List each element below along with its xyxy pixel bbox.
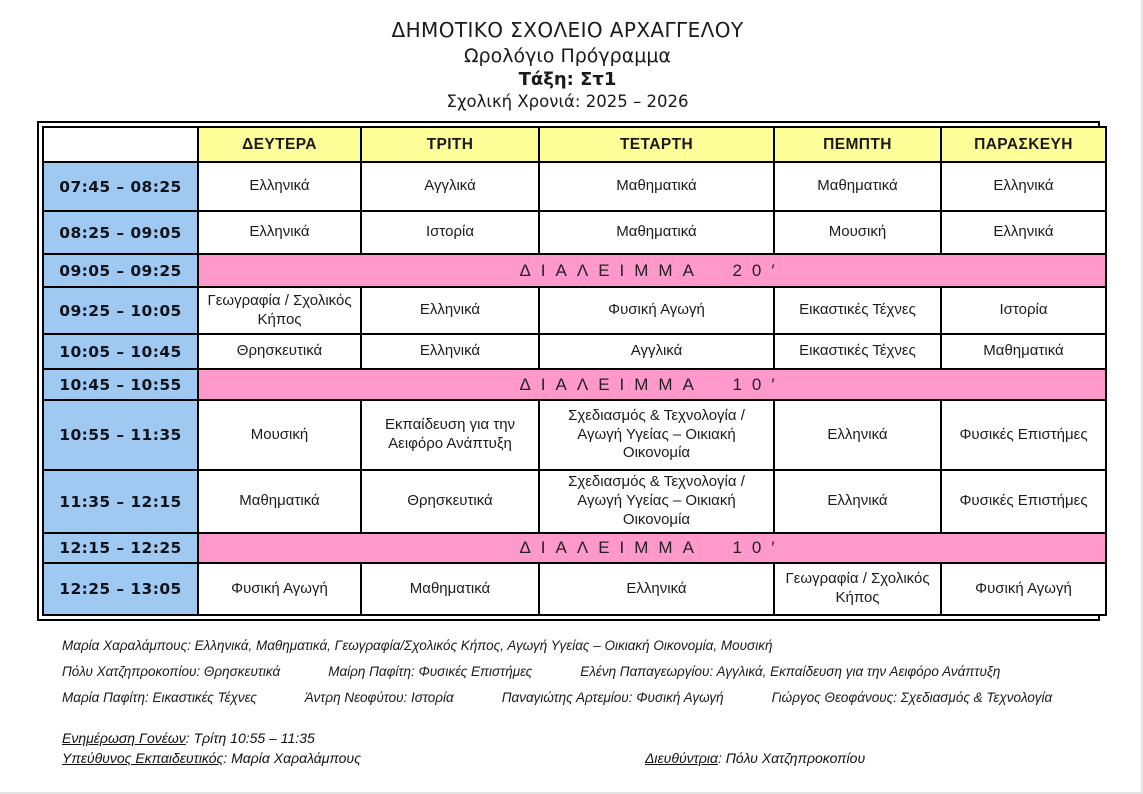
subject-cell: Ελληνικά [361, 334, 539, 369]
subject-cell: Φυσικές Επιστήμες [941, 400, 1106, 470]
class-label: Τάξη: Στ1 [518, 69, 617, 90]
subject-cell: Ελληνικά [941, 162, 1106, 211]
parents-update-value: : Τρίτη 10:55 – 11:35 [185, 730, 315, 746]
teacher-assignment: Μαρία Χαραλάμπους: Ελληνικά, Μαθηματικά, Γεωγραφία/Σχολικός Κήπος, Αγωγή Υγείας – Οικιακή Οικονομία, Μουσική [62, 638, 773, 653]
subject-cell: Θρησκευτικά [361, 470, 539, 533]
teacher-line [62, 690, 1121, 705]
timetable-row [43, 254, 1106, 287]
responsible-teacher-line [62, 748, 1121, 768]
principal-value: : Πόλυ Χατζηπροκοπίου [718, 750, 866, 767]
parents-update-label: Ενημέρωση Γονέων [62, 730, 186, 746]
time-cell: 10:45 – 10:55 [43, 369, 198, 400]
subject-cell: Ελληνικά [198, 211, 361, 254]
subject-cell: Ιστορία [361, 211, 539, 254]
subject-cell: Ελληνικά [539, 563, 774, 615]
time-cell: 10:05 – 10:45 [43, 334, 198, 369]
subject-cell: Φυσική Αγωγή [941, 563, 1106, 615]
time-cell: 10:55 – 11:35 [43, 400, 198, 470]
subject-cell: Θρησκευτικά [198, 334, 361, 369]
subject-cell: Ελληνικά [774, 400, 941, 470]
time-cell: 09:05 – 09:25 [43, 254, 198, 287]
teacher-line [62, 638, 1121, 653]
day-header: ΔΕΥΤΕΡΑ [198, 127, 361, 162]
timetable-header-row [43, 127, 1106, 162]
break-cell: ΔΙΑΛΕΙΜΜΑ 10′ [198, 369, 1106, 400]
document-header [37, 18, 1098, 111]
timetable-row [43, 563, 1106, 615]
parents-update-line [62, 728, 1121, 748]
subject-cell: Ελληνικά [774, 470, 941, 533]
footer-notes [62, 728, 1121, 769]
timetable-row [43, 287, 1106, 334]
subject-cell: Φυσική Αγωγή [198, 563, 361, 615]
timetable [42, 126, 1107, 616]
subject-cell: Γεωγραφία / Σχολικός Κήπος [774, 563, 941, 615]
principal-line [645, 748, 865, 768]
corner-cell [43, 127, 198, 162]
subject-cell: Φυσικές Επιστήμες [941, 470, 1106, 533]
day-header: ΤΕΤΑΡΤΗ [539, 127, 774, 162]
time-cell: 11:35 – 12:15 [43, 470, 198, 533]
subject-cell: Εικαστικές Τέχνες [774, 287, 941, 334]
teacher-assignments [62, 638, 1121, 705]
subject-cell: Εκπαίδευση για την Αειφόρο Ανάπτυξη [361, 400, 539, 470]
break-cell: ΔΙΑΛΕΙΜΜΑ 20′ [198, 254, 1106, 287]
subject-cell: Μουσική [198, 400, 361, 470]
teacher-assignment: Άντρη Νεοφύτου: Ιστορία [304, 690, 454, 705]
timetable-row [43, 533, 1106, 563]
subject-cell: Μαθηματικά [774, 162, 941, 211]
responsible-teacher-label: Υπεύθυνος Εκπαιδευτικός [62, 750, 224, 767]
school-name: ΔΗΜΟΤΙΚΟ ΣΧΟΛΕΙΟ ΑΡΧΑΓΓΕΛΟΥ [391, 18, 744, 42]
subject-cell: Μαθηματικά [539, 162, 774, 211]
subject-cell: Αγγλικά [361, 162, 539, 211]
time-cell: 07:45 – 08:25 [43, 162, 198, 211]
timetable-row [43, 369, 1106, 400]
subject-cell: Σχεδιασμός & Τεχνολογία / Αγωγή Υγείας – Οικιακή Οικονομία [539, 400, 774, 470]
time-cell: 09:25 – 10:05 [43, 287, 198, 334]
subject-cell: Σχεδιασμός & Τεχνολογία / Αγωγή Υγείας – Οικιακή Οικονομία [539, 470, 774, 533]
subject-cell: Ιστορία [941, 287, 1106, 334]
time-cell: 12:15 – 12:25 [43, 533, 198, 563]
timetable-frame [37, 121, 1100, 621]
subject-cell: Φυσική Αγωγή [539, 287, 774, 334]
subject-cell: Μουσική [774, 211, 941, 254]
subject-cell: Μαθηματικά [941, 334, 1106, 369]
subject-cell: Εικαστικές Τέχνες [774, 334, 941, 369]
subject-cell: Ελληνικά [361, 287, 539, 334]
teacher-assignment: Μαρία Παφίτη: Εικαστικές Τέχνες [62, 690, 257, 705]
timetable-row [43, 470, 1106, 533]
timetable-row [43, 400, 1106, 470]
subject-cell: Γεωγραφία / Σχολικός Κήπος [198, 287, 361, 334]
break-cell: ΔΙΑΛΕΙΜΜΑ 10′ [198, 533, 1106, 563]
timetable-row [43, 334, 1106, 369]
teacher-assignment: Πόλυ Χατζηπροκοπίου: Θρησκευτικά [62, 664, 281, 679]
time-cell: 12:25 – 13:05 [43, 563, 198, 615]
subject-cell: Μαθηματικά [361, 563, 539, 615]
school-year: Σχολική Χρονιά: 2025 – 2026 [446, 92, 689, 111]
subject-cell: Μαθηματικά [198, 470, 361, 533]
document-title: Ωρολόγιο Πρόγραμμα [464, 45, 671, 67]
subject-cell: Αγγλικά [539, 334, 774, 369]
teacher-assignment: Παναγιώτης Αρτεμίου: Φυσική Αγωγή [501, 690, 724, 705]
timetable-body [43, 162, 1106, 615]
subject-cell: Ελληνικά [941, 211, 1106, 254]
responsible-teacher-value: : Μαρία Χαραλάμπους [223, 750, 361, 767]
timetable-row [43, 211, 1106, 254]
timetable-row [43, 162, 1106, 211]
day-header: ΠΕΜΠΤΗ [774, 127, 941, 162]
subject-cell: Ελληνικά [198, 162, 361, 211]
teacher-line [62, 664, 1121, 679]
teacher-assignment: Ελένη Παπαγεωργίου: Αγγλικά, Εκπαίδευση για την Αειφόρο Ανάπτυξη [580, 664, 1001, 679]
teacher-assignment: Γιώργος Θεοφάνους: Σχεδιασμός & Τεχνολογία [771, 690, 1053, 705]
teacher-assignment: Μαίρη Παφίτη: Φυσικές Επιστήμες [328, 664, 533, 679]
time-cell: 08:25 – 09:05 [43, 211, 198, 254]
day-header: ΤΡΙΤΗ [361, 127, 539, 162]
principal-label: Διευθύντρια [645, 750, 718, 767]
day-header: ΠΑΡΑΣΚΕΥΗ [941, 127, 1106, 162]
subject-cell: Μαθηματικά [539, 211, 774, 254]
